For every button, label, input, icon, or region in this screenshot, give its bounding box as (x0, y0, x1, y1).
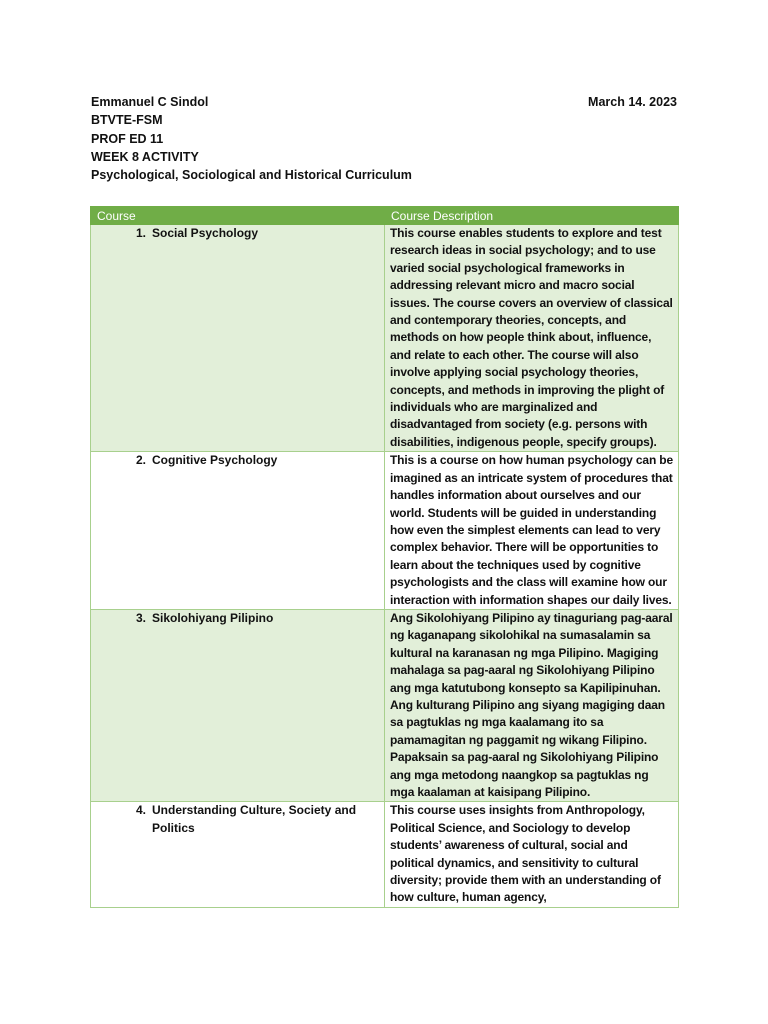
course-title: Sikolohiyang Pilipino (152, 610, 274, 625)
topic-title: Psychological, Sociological and Historical Curriculum (91, 168, 412, 183)
table-header-row (91, 207, 679, 225)
course-title: Cognitive Psychology (152, 453, 278, 468)
table-row (91, 452, 679, 610)
course-cell (91, 225, 385, 452)
course-description: This course enables students to explore and test research ideas in social psychology; and to use varied social psychological frameworks in addressing relevant micro and macro social issues. The course covers an overview of classical and contemporary theories, concepts, and methods on how people think about, influence, and relate to each other. The course will also involve applying social psychology theories, concepts, and methods in improving the plight of individuals who are marginalized and disadvantaged from society (e.g. persons with disabilities, indigenous people, specify groups). (385, 225, 679, 452)
course-number: 2. (135, 453, 146, 468)
course-number: 3. (135, 610, 146, 625)
course-title: Social Psychology (152, 226, 259, 240)
course-description: Ang Sikolohiyang Pilipino ay tinaguriang pag-aaral ng kaganapang sikolohikal na sumasalamin sa kultural na karanasan ng mga Pilipino. Magiging mahalaga sa pag-aaral ng Sikolohiyang Pilipino ang mga katutubong konsepto sa Kapilipinuhan. Ang kulturang Pilipino ang siyang magiging daan sa pagtuklas ng mga kaalamang ito sa pamamagitan ng paggamit ng wikang Filipino. Papaksain sa pag-aaral ng Sikolohiyang Pilipino ang mga metodong naangkop sa pagtuklas ng mga kaalaman at kaisipang Pilipino. (385, 609, 679, 801)
course-description: This is a course on how human psychology can be imagined as an intricate system of procedures that handles information about ourselves and our world. Students will be guided in understanding how even the simplest elements can lead to very complex behavior. There will be opportunities to learn about the techniques used by cognitive psychologists and the class will examine how our interaction with information shapes our daily lives. (385, 452, 679, 610)
course-code: PROF ED 11 (91, 131, 164, 146)
course-number: 4. (135, 803, 146, 818)
activity-title: WEEK 8 ACTIVITY (91, 149, 199, 164)
course-title: Understanding Culture, Society and Politics (152, 803, 357, 835)
student-name: Emmanuel C Sindol (91, 95, 209, 109)
table-row (91, 225, 679, 452)
course-cell (91, 609, 385, 801)
table-row (91, 802, 679, 907)
course-cell (91, 452, 385, 610)
column-header-description: Course Description (385, 207, 679, 225)
column-header-course: Course (91, 207, 385, 225)
document-header (91, 93, 677, 184)
course-cell (91, 802, 385, 907)
course-number: 1. (135, 226, 146, 240)
document-date: March 14. 2023 (588, 95, 677, 109)
program: BTVTE-FSM (91, 113, 163, 128)
course-description: This course uses insights from Anthropology, Political Science, and Sociology to develop students’ awareness of cultural, social and political dynamics, and sensitivity to cultural diversity; provide them with an understanding of how culture, human agency, (385, 802, 679, 907)
table-row (91, 609, 679, 801)
course-table (90, 206, 679, 908)
